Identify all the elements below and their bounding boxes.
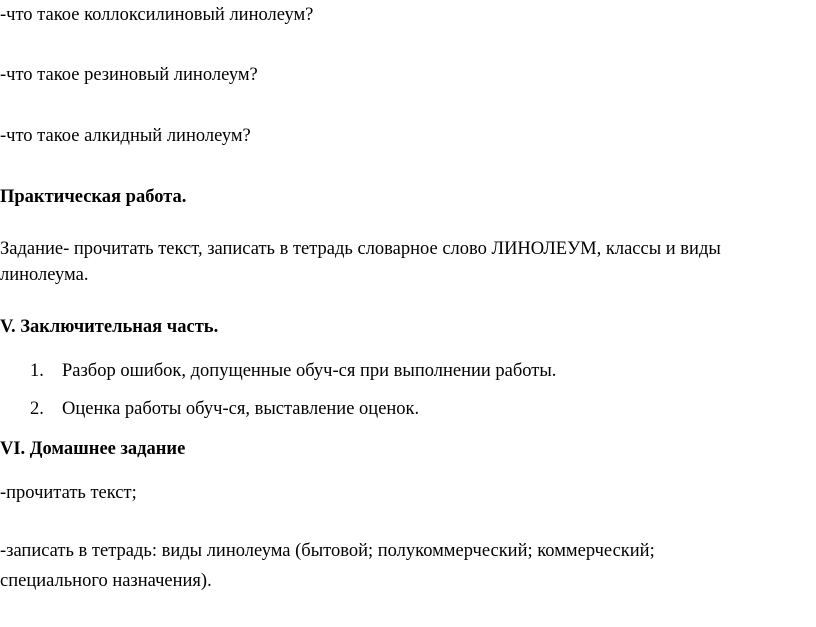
practical-task-line-2: линолеума. (0, 265, 89, 285)
practical-heading: Практическая работа. (0, 187, 187, 207)
question-alkyd: -что такое алкидный линолеум? (0, 126, 251, 146)
list-item-number: 2. (30, 399, 44, 419)
final-part-heading: V. Заключительная часть. (0, 317, 219, 337)
list-item-text: Оценка работы обуч-ся, выставление оценок. (62, 399, 420, 419)
practical-task-line-1: Задание- прочитать текст, записать в тетрадь словарное слово ЛИНОЛЕУМ, классы и виды (0, 239, 721, 259)
list-item-text: Разбор ошибок, допущенные обуч-ся при выполнении работы. (62, 361, 557, 381)
list-item-number: 1. (30, 361, 44, 381)
question-rubber: -что такое резиновый линолеум? (0, 65, 258, 85)
homework-item-write-line-2: специального назначения). (0, 571, 212, 591)
question-colloxylin: -что такое коллоксилиновый линолеум? (0, 5, 314, 25)
homework-heading: VI. Домашнее задание (0, 439, 186, 459)
homework-item-write-line-1: -записать в тетрадь: виды линолеума (бытовой; полукоммерческий; коммерческий; (0, 541, 655, 561)
homework-item-read: -прочитать текст; (0, 483, 137, 503)
